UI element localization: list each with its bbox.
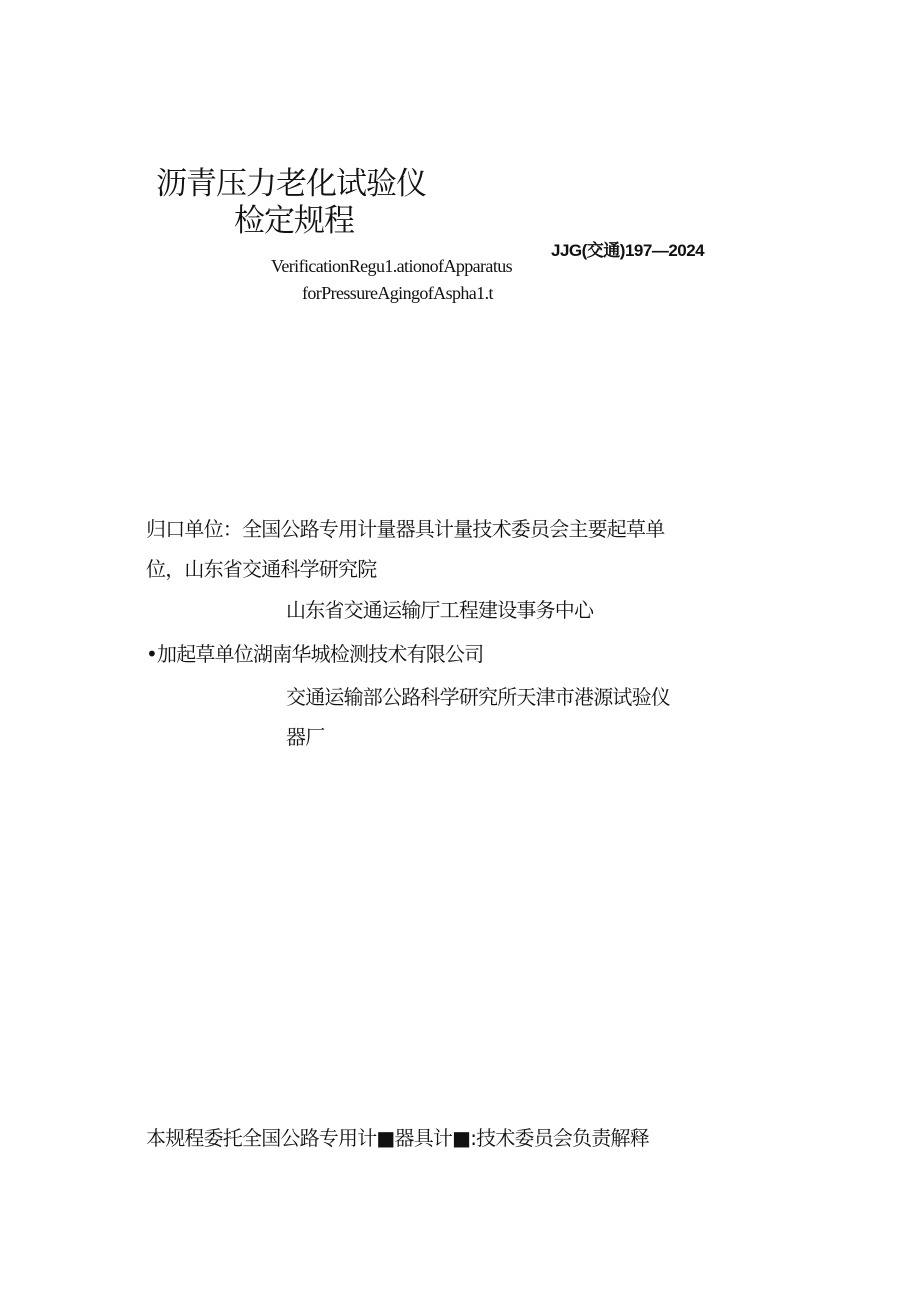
standard-code: JJG(交通)197—2024 (551, 241, 705, 260)
title-chinese-line-2: 检定规程 (234, 203, 354, 239)
drafting-unit-secondary: 山东省交通运输厅工程建设事务中心 (286, 598, 594, 622)
title-chinese-line-1: 沥青压力老化试验仪 (156, 166, 426, 202)
interpretation-note: 本规程委托全国公路专用计■器具计■:技术委员会负责解释 (146, 1126, 649, 1150)
participating-unit-secondary: 交通运输部公路科学研究所天津市港源试验仪 (286, 685, 670, 709)
title-english-line-2: forPressureAgingofAspha1.t (302, 283, 493, 303)
participating-unit-line: •加起草单位湖南华城检测技术有限公司 (146, 642, 484, 666)
participating-unit-continuation: 器厂 (286, 725, 325, 749)
responsible-unit-line: 归口单位：全国公路专用计量器具计量技术委员会主要起草单 (146, 517, 665, 541)
title-english-line-1: VerificationRegu1.ationofApparatus (271, 256, 513, 276)
drafting-unit-line: 位，山东省交通科学研究院 (146, 557, 377, 581)
